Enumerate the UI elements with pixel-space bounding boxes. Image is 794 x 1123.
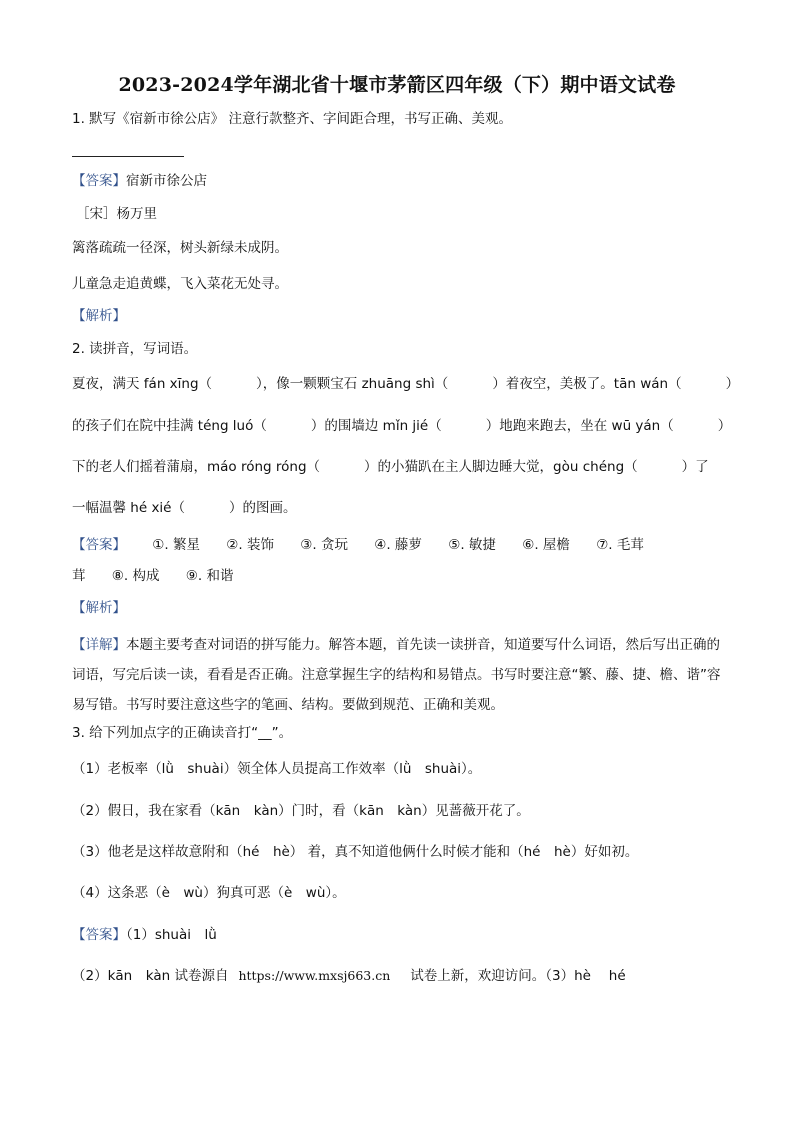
q2-passage-line-1: 夏夜，满天 fán xīng（ ），像一颗颗宝石 zhuāng shì（ ）着夜空，美极了。tān wán（ ） — [72, 376, 740, 392]
answer-underline — [72, 156, 184, 157]
analysis-label: 【解析】 — [72, 308, 126, 324]
q2-answers-cont — [72, 567, 233, 585]
watermark-url[interactable]: https://www.mxsj663.cn — [238, 968, 391, 983]
q3-answer-cont — [72, 967, 626, 985]
answer-item: ⑧. 构成 — [111, 568, 160, 584]
q3-sentence-1: （1）老板率（lǜ shuài）领全体人员提高工作效率（lǜ shuài）。 — [72, 761, 482, 777]
answer-item: ④. 藤萝 — [374, 537, 422, 553]
detail-label: 【详解】 — [72, 637, 126, 653]
answer-item: ③. 贪玩 — [300, 537, 348, 553]
page-title: 2023-2024学年湖北省十堰市茅箭区四年级（下）期中语文试卷 — [118, 74, 676, 96]
q2-passage-line-3: 下的老人们摇着蒲扇，máo róng róng（ ）的小猫趴在主人脚边睡大觉，gòu chéng（ ）了 — [72, 459, 709, 475]
poem-author: ［宋］杨万里 — [76, 206, 157, 222]
answer-item: ⑦. 毛茸 — [596, 537, 644, 553]
q2-passage-line-4: 一幅温馨 hé xié（ ）的图画。 — [72, 500, 297, 516]
answer-item: ⑥. 屋檐 — [522, 537, 570, 553]
answer-label: 【答案】 — [72, 173, 126, 189]
detail-text: 本题主要考查对词语的拼写能力。解答本题，首先读一读拼音，知道要写什么词语，然后写出正确的词语，写完后读一读，看看是否正确。注意掌握生字的结构和易错点。书写时要注意“繁、藤、捷、檐、谐”容易写错。书写时要注意这些字的笔画、结构。要做到规范、正确和美观。 — [72, 637, 721, 713]
answer-item: ①. 繁星 — [152, 537, 200, 553]
q2-passage-line-2: 的孩子们在院中挂满 téng luó（ ）的围墙边 mǐn jié（ ）地跑来跑去，坐在 wū yán（ ） — [72, 418, 732, 434]
q3-sentence-2: （2）假日，我在家看（kān kàn）门时，看（kān kàn）见蔷薇开花了。 — [72, 803, 530, 819]
question-2: 2. 读拼音，写词语。 — [72, 341, 198, 357]
poem-title: 宿新市徐公店 — [126, 173, 207, 189]
question-3: 3. 给下列加点字的正确读音打“__”。 — [72, 725, 293, 741]
question-1: 1. 默写《宿新市徐公店》 注意行款整齐、字间距合理，书写正确、美观。 — [72, 111, 512, 127]
answer-item: （1）shuài lǜ — [126, 927, 217, 943]
answer-item: ⑤. 敏捷 — [448, 537, 496, 553]
watermark-text: 试卷源自 — [174, 968, 229, 984]
q3-sentence-4: （4）这条恶（è wù）狗真可恶（è wù）。 — [72, 885, 346, 901]
q3-answer — [72, 926, 217, 944]
answer-item: ⑨. 和谐 — [185, 568, 234, 584]
answer-item: ②. 装饰 — [226, 537, 274, 553]
q1-answer — [72, 172, 207, 190]
answer-item: （3）hè hé — [545, 968, 626, 984]
poem-line-2: 儿童急走追黄蝶，飞入菜花无处寻。 — [72, 276, 288, 292]
answer-label: 【答案】 — [72, 537, 126, 553]
answer-item: 茸 — [72, 568, 86, 584]
poem-line-1: 篱落疏疏一径深，树头新绿未成阴。 — [72, 240, 288, 256]
answer-item: （2）kān kàn — [72, 968, 171, 984]
analysis-label: 【解析】 — [72, 600, 126, 616]
q2-detail — [72, 630, 724, 720]
watermark-text-2: 试卷上新，欢迎访问。 — [410, 968, 546, 984]
q2-answers — [72, 536, 644, 554]
answer-label: 【答案】 — [72, 927, 126, 943]
q3-sentence-3: （3）他老是这样故意附和（hé hè） 着，真不知道他俩什么时候才能和（hé hè）好如初。 — [72, 844, 639, 860]
